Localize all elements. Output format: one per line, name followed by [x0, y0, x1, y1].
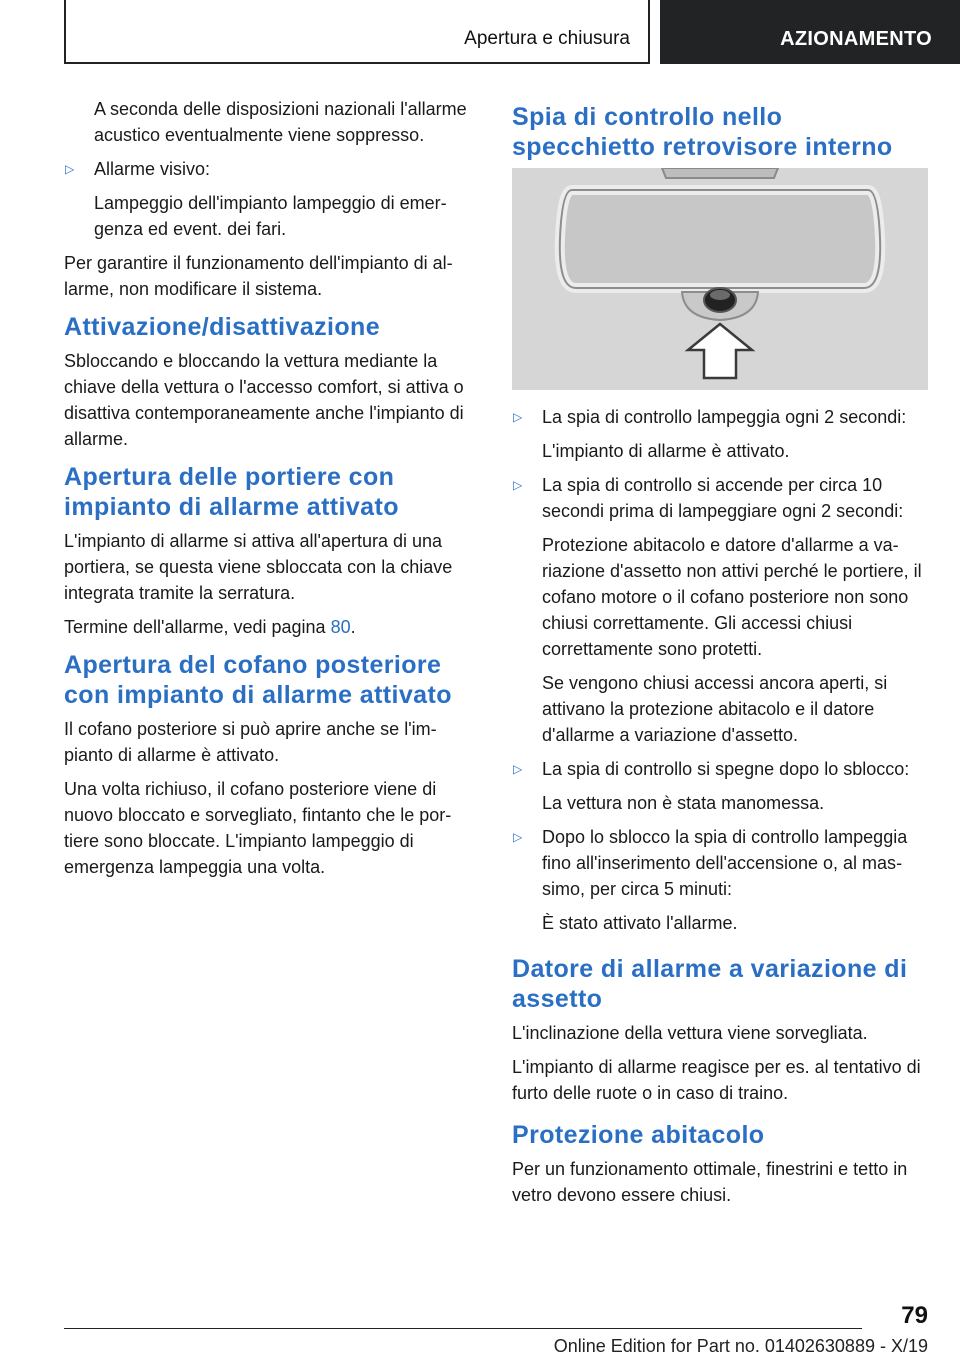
- rearview-mirror-illustration: [512, 168, 928, 390]
- bullet-triangle-icon: ▷: [65, 162, 75, 176]
- bullet-flashes-after-unlock-text: Dopo lo sblocco la spia di controllo lampeggia fino all'inserimento dell'accensione o, al massimo, per circa 5 minuti:: [542, 827, 908, 899]
- paragraph-activation: Sbloccando e bloccando la vettura mediante la chiave della vettura o l'accesso comfort, si attiva o disattiva contemporaneamente anche l'impianto di allarme.: [64, 351, 464, 449]
- paragraph-protection-activates: Se vengono chiusi accessi ancora aperti, si attivano la protezione abitacolo e il datore d'allarme a variazione d'assetto.: [542, 673, 888, 745]
- paragraph-tilt-reacts: L'impianto di allarme reagisce per es. al tentativo di furto delle ruote o in caso di traino.: [512, 1057, 921, 1103]
- header-chapter-label: AZIONAMENTO: [780, 28, 932, 50]
- bullet-goes-off: [512, 756, 928, 782]
- bullet-flashing-2s-text: La spia di controllo lampeggia ogni 2 secondi:: [542, 407, 907, 427]
- paragraph-doors-opening: L'impianto di allarme si attiva all'apertura di una portiera, se questa viene sbloccata con la chiave integrata tramite la serratura.: [64, 531, 453, 603]
- bullet-triangle-icon: ▷: [513, 478, 523, 492]
- page-number: 79: [901, 1302, 928, 1329]
- bullet-lights-10s: [512, 472, 928, 524]
- paragraph-interior-protection: Per un funzionamento ottimale, finestrini e tetto in vetro devono essere chiusi.: [512, 1159, 908, 1205]
- paragraph-acoustic-alarm: A seconda delle disposizioni nazionali l'allarme acustico eventualmente viene soppresso.: [94, 99, 467, 145]
- heading-mirror-indicator: Spia di controllo nello specchietto retrovisore interno: [512, 103, 893, 161]
- paragraph-trunk-opening: Il cofano posteriore si può aprire anche se l'impianto di allarme è attivato.: [64, 719, 437, 765]
- footer-edition: Online Edition for Part no. 01402630889 - X/19: [553, 1336, 928, 1356]
- bullet-goes-off-text: La spia di controllo si spegne dopo lo sblocco:: [542, 759, 910, 779]
- bullet-lights-10s-text: La spia di controllo si accende per circa 10 secondi prima di lampeggiare ogni 2 secondi:: [542, 475, 904, 521]
- left-column: [64, 96, 476, 888]
- bullet-visual-alarm-title: Allarme visivo:: [94, 159, 211, 179]
- paragraph-trunk-closed: Una volta richiuso, il cofano posteriore viene di nuovo bloccato e sorvegliato, fintanto che le portiere sono bloccate. L'impianto lampeggio di emergenza lampeggia una volta.: [64, 779, 452, 877]
- heading-activation: Attivazione/disattivazione: [64, 313, 381, 341]
- heading-doors-opening: Apertura delle portiere con impianto di allarme attivato: [64, 463, 399, 521]
- right-column: [512, 96, 928, 1216]
- paragraph-protection-inactive: Protezione abitacolo e datore d'allarme a variazione d'assetto non attivi perché le portiere, il cofano motore o il cofano posteriore non sono chiusi correttamente. Gli accessi chiusi correttamente sono protetti.: [542, 535, 922, 659]
- bullet-flashes-after-unlock: [512, 824, 928, 902]
- alarm-end-text: Termine dell'allarme, vedi pagina: [64, 617, 331, 637]
- header-chapter-tab: [660, 0, 960, 64]
- mirror-indicator-figure: [512, 168, 928, 390]
- bullet-triangle-icon: ▷: [513, 762, 523, 776]
- header-section-title: Apertura e chiusura: [464, 28, 630, 49]
- bullet-triangle-icon: ▷: [513, 830, 523, 844]
- paragraph-alarm-triggered: È stato attivato l'allarme.: [542, 913, 738, 933]
- bullet-visual-alarm: [64, 156, 476, 182]
- paragraph-not-tampered: La vettura non è stata manomessa.: [542, 793, 825, 813]
- header-section-box: [64, 0, 650, 64]
- heading-tilt-sensor: Datore di allarme a variazione di assetto: [512, 955, 908, 1013]
- paragraph-do-not-modify: Per garantire il funzionamento dell'impianto di allarme, non modificare il sistema.: [64, 253, 453, 299]
- paragraph-tilt-monitored: L'inclinazione della vettura viene sorvegliata.: [512, 1023, 868, 1043]
- paragraph-alarm-end: [64, 614, 476, 640]
- paragraph-alarm-activated: L'impianto di allarme è attivato.: [542, 441, 790, 461]
- heading-trunk-opening: Apertura del cofano posteriore con impianto di allarme attivato: [64, 651, 452, 709]
- bullet-triangle-icon: ▷: [513, 410, 523, 424]
- heading-interior-protection: Protezione abitacolo: [512, 1121, 765, 1149]
- bullet-flashing-2s: [512, 404, 928, 430]
- page-link-80[interactable]: 80: [330, 617, 351, 637]
- paragraph-visual-alarm-detail: Lampeggio dell'impianto lampeggio di emergenza ed event. dei fari.: [94, 193, 447, 239]
- footer-divider: [64, 1328, 862, 1329]
- alarm-end-period: .: [350, 617, 356, 637]
